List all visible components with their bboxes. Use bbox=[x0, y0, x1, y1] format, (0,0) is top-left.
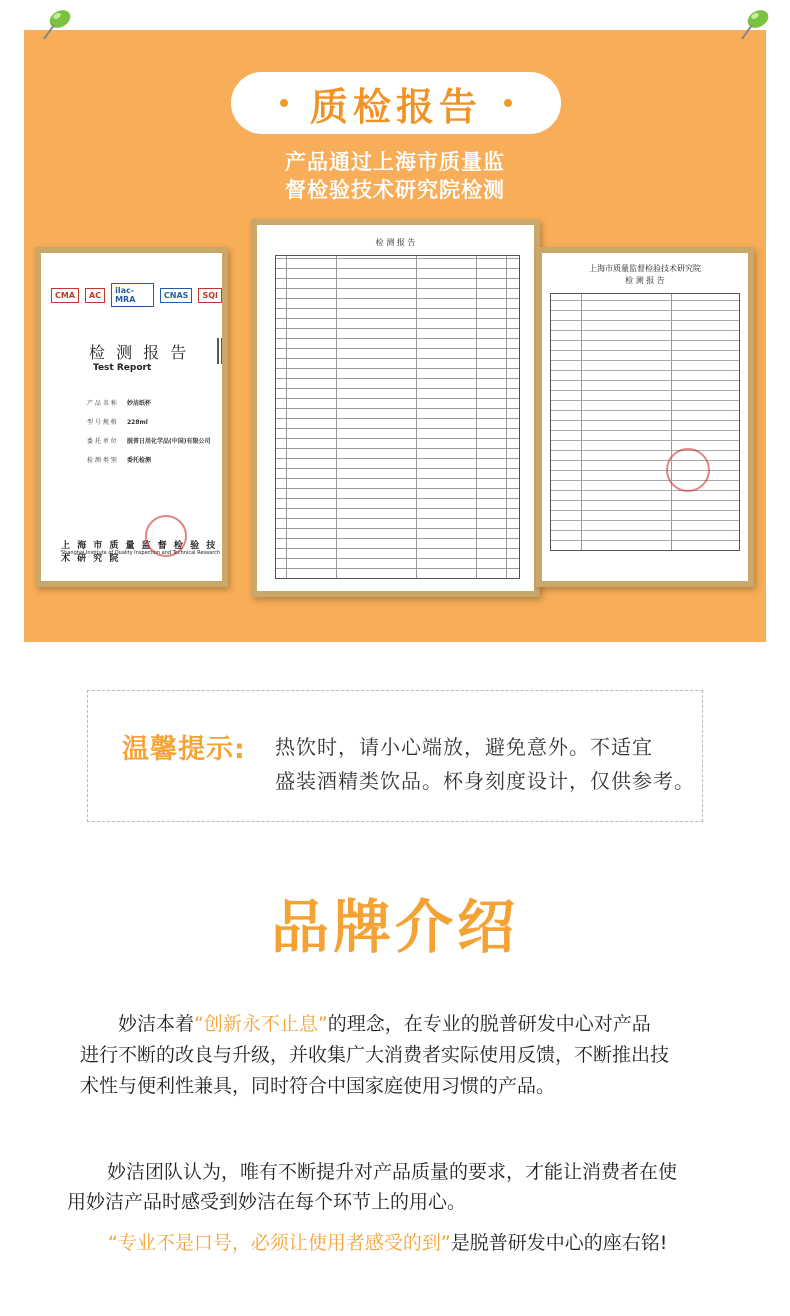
certificate-paper bbox=[41, 253, 222, 581]
report-title-cn: 检 测 报 告 bbox=[89, 343, 190, 362]
document-header: 检 测 报 告 bbox=[375, 238, 416, 247]
certificate-cover bbox=[35, 247, 228, 587]
ilac-logo: ilac-MRA bbox=[111, 283, 154, 307]
institute-name-cn: 上 海 市 质 量 监 督 检 验 技 术 研 究 院 bbox=[61, 541, 218, 564]
page-title: 质检报告 bbox=[309, 84, 482, 129]
ac-logo: AC bbox=[85, 288, 105, 303]
document-subheader: 检 测 报 告 bbox=[625, 276, 665, 285]
title-dot-left bbox=[280, 99, 288, 107]
brand-motto: “专业不是口号，必须让使用者感受的到”是脱普研发中心的座右铭! bbox=[108, 1232, 668, 1254]
warm-tip-line-1: 热饮时，请小心端放，避免意外。不适宜 bbox=[275, 735, 653, 759]
title-pill bbox=[231, 72, 561, 134]
warm-tip-label: 温馨提示: bbox=[122, 734, 246, 765]
certificate-summary-page bbox=[536, 247, 754, 587]
pushpin-icon bbox=[40, 8, 74, 42]
brand-paragraph-1-line-3: 术性与便利性兼具，同时符合中国家庭使用习惯的产品。 bbox=[80, 1075, 556, 1097]
certificate-table-page bbox=[251, 219, 540, 597]
subtitle-line-2: 督检验技术研究院检测 bbox=[285, 178, 505, 202]
document-header: 上海市质量监督检验技术研究院 bbox=[589, 264, 701, 273]
qr-code bbox=[217, 338, 222, 364]
report-field: 产 品 名 称 妙洁纸杯 bbox=[87, 400, 152, 407]
certificate-paper bbox=[257, 225, 534, 591]
report-fields bbox=[87, 398, 211, 466]
red-seal-stamp bbox=[666, 448, 710, 492]
report-field: 型 号 规 格 228ml bbox=[87, 419, 148, 426]
pushpin-icon bbox=[738, 8, 772, 42]
title-dot-right bbox=[504, 99, 512, 107]
brand-paragraph-1-line-1: 妙洁本着“创新永不止息”的理念，在专业的脱普研发中心对产品 bbox=[118, 1013, 651, 1035]
cma-logo: CMA bbox=[51, 288, 79, 303]
certificate-paper bbox=[542, 253, 748, 581]
cnas-logo: CNAS bbox=[160, 288, 193, 303]
certification-logos bbox=[51, 283, 222, 307]
test-results-table bbox=[275, 255, 520, 579]
subtitle-line-1: 产品通过上海市质量监 bbox=[285, 150, 505, 174]
sqi-logo: SQI bbox=[198, 288, 222, 303]
report-field: 委 托 单 位 脱普日用化学品(中国)有限公司 bbox=[87, 438, 211, 445]
warm-tip-line-2: 盛装酒精类饮品。杯身刻度设计，仅供参考。 bbox=[275, 769, 695, 793]
institute-name-en: Shanghai Institute of Quality Inspection and Technical Research bbox=[61, 550, 221, 556]
brand-paragraph-2-line-1: 妙洁团队认为，唯有不断提升对产品质量的要求，才能让消费者在使 bbox=[107, 1161, 678, 1183]
red-seal-stamp bbox=[145, 515, 187, 557]
brand-paragraph-2-line-2: 用妙洁产品时感受到妙洁在每个环节上的用心。 bbox=[67, 1191, 467, 1213]
brand-paragraph-1-line-2: 进行不断的改良与升级，并收集广大消费者实际使用反馈，不断推出技 bbox=[80, 1044, 670, 1066]
summary-table bbox=[550, 293, 740, 551]
report-field: 检 测 类 别 委托检测 bbox=[87, 457, 152, 464]
motto-quote: “专业不是口号，必须让使用者感受的到” bbox=[108, 1232, 451, 1254]
brand-slogan: “创新永不止息” bbox=[194, 1013, 328, 1035]
report-title-en: Test Report bbox=[93, 363, 152, 373]
brand-title: 品牌介绍 bbox=[270, 893, 519, 961]
